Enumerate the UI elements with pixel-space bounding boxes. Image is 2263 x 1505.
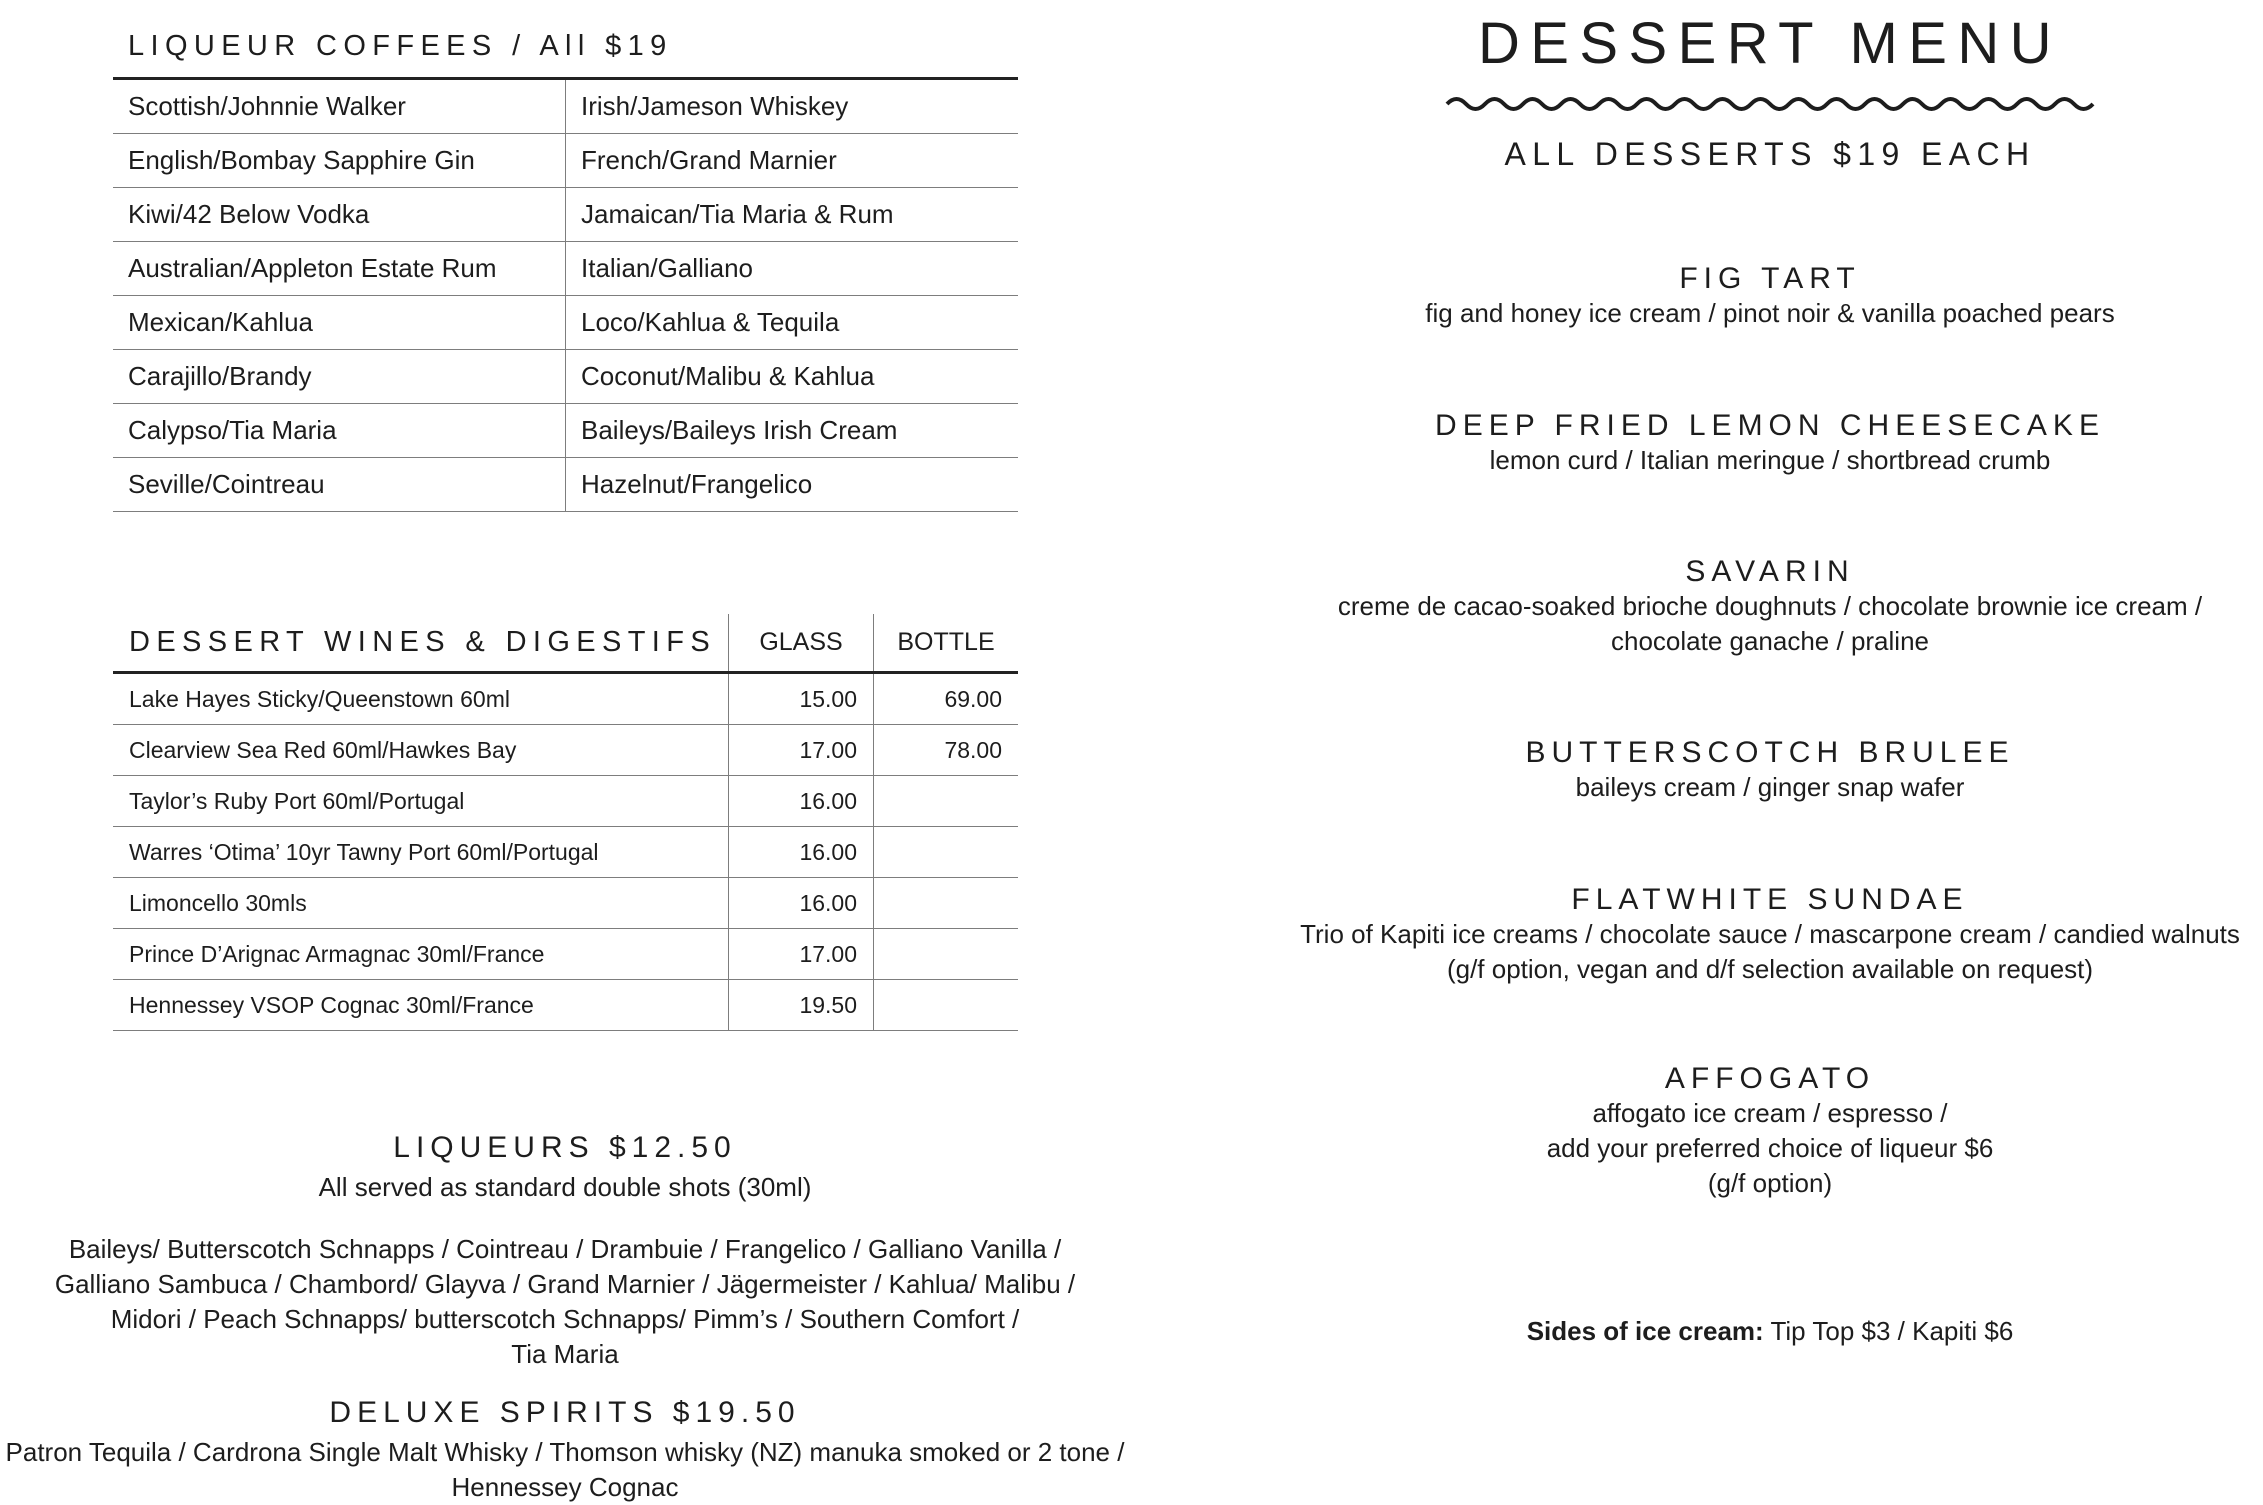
- dessert-wines-title: DESSERT WINES & DIGESTIFS: [113, 614, 729, 673]
- dessert-item: [1290, 409, 2250, 478]
- dessert-wines-table: [113, 614, 1018, 1031]
- table-row: [113, 79, 1018, 134]
- wine-name: Taylor’s Ruby Port 60ml/Portugal: [113, 776, 729, 827]
- liqueurs-title: LIQUEURS $12.50: [393, 1131, 737, 1164]
- coffee-cell: Loco/Kahlua & Tequila: [566, 296, 1019, 350]
- bottle-price: 78.00: [874, 725, 1019, 776]
- dessert-description: [1290, 589, 2250, 659]
- coffee-cell: Seville/Cointreau: [113, 458, 566, 512]
- wine-name: Limoncello 30mls: [113, 878, 729, 929]
- bottle-price: 69.00: [874, 673, 1019, 725]
- coffee-cell: Australian/Appleton Estate Rum: [113, 242, 566, 296]
- coffee-cell: Coconut/Malibu & Kahlua: [566, 350, 1019, 404]
- bottle-price: [874, 827, 1019, 878]
- glass-price: 19.50: [729, 980, 874, 1031]
- liqueurs-line: Baileys/ Butterscotch Schnapps / Cointreau / Drambuie / Frangelico / Galliano Vanilla /: [68, 1234, 1062, 1264]
- dessert-item: [1290, 262, 2250, 331]
- coffee-cell: Baileys/Baileys Irish Cream: [566, 404, 1019, 458]
- dessert-description-line: (g/f option, vegan and d/f selection available on request): [1446, 954, 2094, 984]
- dessert-description-line: Trio of Kapiti ice creams / chocolate sauce / mascarpone cream / candied walnuts: [1300, 919, 2240, 949]
- coffee-cell: English/Bombay Sapphire Gin: [113, 134, 566, 188]
- dessert-name: FIG TART: [1679, 262, 1861, 295]
- glass-price: 15.00: [729, 673, 874, 725]
- dessert-description: [1290, 917, 2250, 987]
- bottle-price: [874, 980, 1019, 1031]
- table-row: [113, 296, 1018, 350]
- table-row: [113, 350, 1018, 404]
- liqueur-coffees-title: LIQUEUR COFFEES / All $19: [128, 30, 673, 62]
- dessert-description-line: lemon curd / Italian meringue / shortbread crumb: [1489, 445, 2051, 475]
- liqueurs-list: [0, 1232, 1130, 1372]
- dessert-description: [1290, 770, 2250, 805]
- dessert-menu-subtitle: ALL DESSERTS $19 EACH: [1504, 136, 2036, 172]
- glass-price: 17.00: [729, 929, 874, 980]
- table-row: [113, 134, 1018, 188]
- table-row: [113, 827, 1018, 878]
- wine-name: Lake Hayes Sticky/Queenstown 60ml: [113, 673, 729, 725]
- liqueurs-line: Galliano Sambuca / Chambord/ Glayva / Grand Marnier / Jägermeister / Kahlua/ Malibu /: [54, 1269, 1076, 1299]
- wave-divider: [1445, 90, 2095, 118]
- dessert-name: FLATWHITE SUNDAE: [1571, 883, 1969, 916]
- dessert-name: AFFOGATO: [1664, 1062, 1876, 1095]
- wine-name: Clearview Sea Red 60ml/Hawkes Bay: [113, 725, 729, 776]
- coffee-cell: Carajillo/Brandy: [113, 350, 566, 404]
- deluxe-spirits-line: Patron Tequila / Cardrona Single Malt Whisky / Thomson whisky (NZ) manuka smoked or 2 tone /: [5, 1437, 1125, 1467]
- glass-price: 16.00: [729, 776, 874, 827]
- dessert-item: [1290, 736, 2250, 805]
- coffee-cell: French/Grand Marnier: [566, 134, 1019, 188]
- dessert-description-line: (g/f option): [1707, 1168, 1833, 1198]
- dessert-description-line: fig and honey ice cream / pinot noir & vanilla poached pears: [1425, 298, 2115, 328]
- coffee-cell: Irish/Jameson Whiskey: [566, 79, 1019, 134]
- coffee-cell: Mexican/Kahlua: [113, 296, 566, 350]
- liqueurs-line: Tia Maria: [511, 1339, 619, 1369]
- coffee-cell: Calypso/Tia Maria: [113, 404, 566, 458]
- dessert-name: SAVARIN: [1685, 555, 1855, 588]
- bottle-price: [874, 776, 1019, 827]
- dessert-description: [1290, 443, 2250, 478]
- table-row: [113, 458, 1018, 512]
- dessert-item: [1290, 883, 2250, 987]
- wine-name: Prince D’Arignac Armagnac 30ml/France: [113, 929, 729, 980]
- deluxe-spirits-list: [0, 1435, 1130, 1505]
- liqueurs-line: Midori / Peach Schnapps/ butterscotch Schnapps/ Pimm’s / Southern Comfort /: [110, 1304, 1020, 1334]
- coffee-cell: Italian/Galliano: [566, 242, 1019, 296]
- liqueur-coffees-table: [113, 77, 1018, 512]
- table-row: [113, 725, 1018, 776]
- coffee-cell: Scottish/Johnnie Walker: [113, 79, 566, 134]
- ice-cream-sides-label: Sides of ice cream:: [1526, 1316, 1764, 1346]
- coffee-cell: Hazelnut/Frangelico: [566, 458, 1019, 512]
- table-row: [113, 878, 1018, 929]
- coffee-cell: Jamaican/Tia Maria & Rum: [566, 188, 1019, 242]
- wine-name: Warres ‘Otima’ 10yr Tawny Port 60ml/Portugal: [113, 827, 729, 878]
- table-row: [113, 673, 1018, 725]
- dessert-description: [1290, 1096, 2250, 1201]
- glass-price: 16.00: [729, 878, 874, 929]
- dessert-description-line: chocolate ganache / praline: [1610, 626, 1929, 656]
- dessert-item: [1290, 555, 2250, 659]
- dessert-description-line: affogato ice cream / espresso /: [1592, 1098, 1948, 1128]
- deluxe-spirits-line: Hennessey Cognac: [451, 1472, 679, 1502]
- dessert-description: [1290, 296, 2250, 331]
- table-row: [113, 929, 1018, 980]
- ice-cream-sides-text: Tip Top $3 / Kapiti $6: [1763, 1316, 2014, 1346]
- bottle-price: [874, 878, 1019, 929]
- deluxe-spirits-title: DELUXE SPIRITS $19.50: [329, 1396, 801, 1429]
- dessert-name: DEEP FRIED LEMON CHEESECAKE: [1435, 409, 2105, 442]
- glass-price: 16.00: [729, 827, 874, 878]
- wine-name: Hennessey VSOP Cognac 30ml/France: [113, 980, 729, 1031]
- bottle-column-header: BOTTLE: [874, 614, 1019, 673]
- glass-column-header: GLASS: [729, 614, 874, 673]
- bottle-price: [874, 929, 1019, 980]
- ice-cream-sides: [1290, 1316, 2250, 1347]
- dessert-description-line: baileys cream / ginger snap wafer: [1575, 772, 1965, 802]
- table-row: [113, 242, 1018, 296]
- glass-price: 17.00: [729, 725, 874, 776]
- table-row: [113, 404, 1018, 458]
- dessert-name: BUTTERSCOTCH BRULEE: [1525, 736, 2015, 769]
- dessert-description-line: creme de cacao-soaked brioche doughnuts / chocolate brownie ice cream /: [1337, 591, 2203, 621]
- dessert-menu-title: DESSERT MENU: [1477, 11, 2062, 76]
- dessert-item: [1290, 1062, 2250, 1201]
- table-row: [113, 776, 1018, 827]
- table-row: [113, 980, 1018, 1031]
- table-row: [113, 188, 1018, 242]
- liqueurs-note: All served as standard double shots (30ml): [318, 1172, 812, 1202]
- dessert-description-line: add your preferred choice of liqueur $6: [1546, 1133, 1994, 1163]
- coffee-cell: Kiwi/42 Below Vodka: [113, 188, 566, 242]
